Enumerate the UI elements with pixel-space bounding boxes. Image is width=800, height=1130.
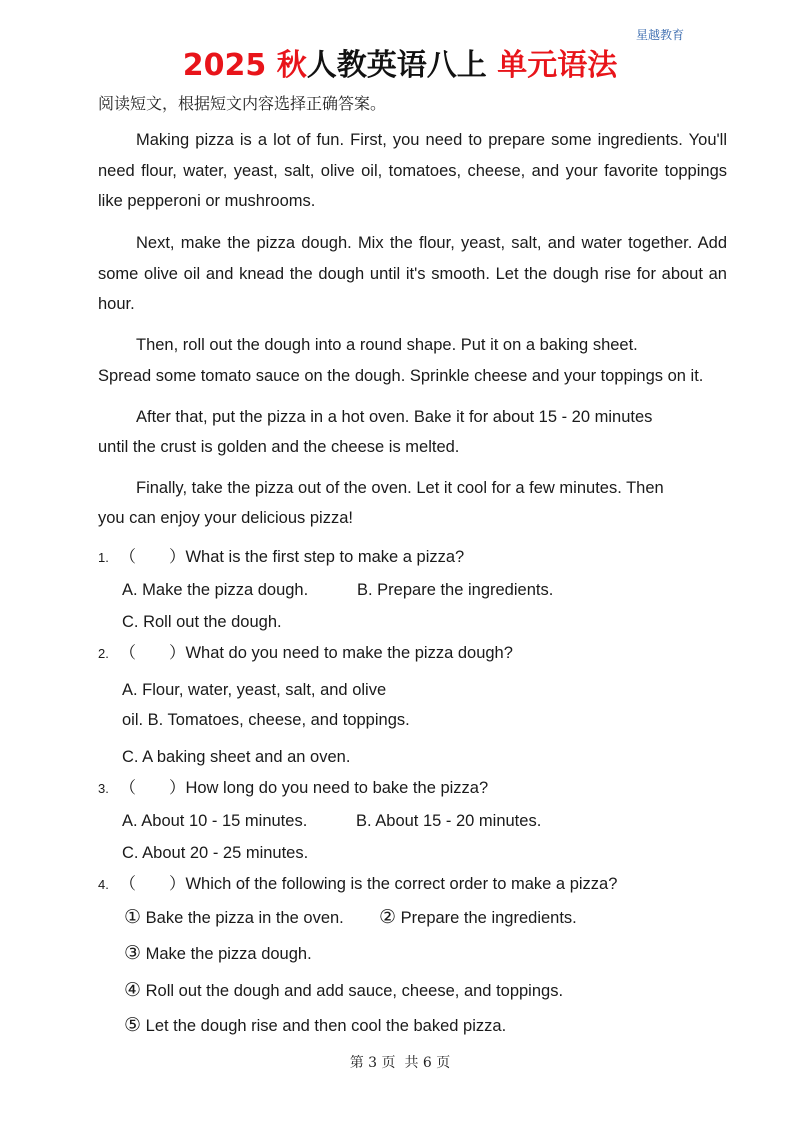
- question-number: 2.: [98, 646, 109, 661]
- order-step-4: [124, 979, 563, 1003]
- passage-line-3a: Then, roll out the dough into a round shape. Put it on a baking sheet.: [136, 336, 638, 354]
- title-topic: 单元语法: [497, 48, 618, 83]
- order-step-3: [124, 942, 312, 966]
- option-c[interactable]: C. Roll out the dough.: [122, 613, 282, 631]
- question-text: What is the first step to make a pizza?: [185, 548, 465, 566]
- page-title: [0, 46, 800, 86]
- option-c[interactable]: C. About 20 - 25 minutes.: [122, 844, 309, 862]
- option-b[interactable]: B. Prepare the ingredients.: [357, 581, 554, 599]
- circled-number: ④: [124, 980, 142, 1001]
- passage-line-5b: you can enjoy your delicious pizza!: [98, 509, 353, 527]
- passage-paragraph-2: Next, make the pizza dough. Mix the flour, yeast, salt, and water together. Add some olive oil and knead the dough until it's smooth. Let the dough rise for about an hour.: [98, 234, 727, 313]
- question-number: 1.: [98, 550, 109, 565]
- option-c[interactable]: C. A baking sheet and an oven.: [122, 748, 351, 766]
- step-text: Prepare the ingredients.: [400, 909, 577, 927]
- question-text: What do you need to make the pizza dough?: [185, 644, 513, 662]
- title-year-season: 2025 秋: [182, 48, 307, 83]
- title-subject: 人教英语八上: [306, 48, 487, 83]
- passage-line-3b: Spread some tomato sauce on the dough. Sprinkle cheese and your toppings on it.: [98, 367, 704, 385]
- option-a[interactable]: A. About 10 - 15 minutes.: [122, 812, 308, 830]
- order-step-5: [124, 1014, 506, 1038]
- instruction-text: 阅读短文，根据短文内容选择正确答案。: [98, 94, 387, 113]
- passage-paragraph-1: Making pizza is a lot of fun. First, you need to prepare some ingredients. You'll need flour, water, yeast, salt, olive oil, tomatoes, cheese, and your favorite toppings like pepperoni or mushrooms.: [98, 131, 727, 210]
- passage-line-4b: until the crust is golden and the cheese is melted.: [98, 438, 460, 456]
- question-1: [98, 545, 464, 570]
- question-4: [98, 872, 617, 897]
- answer-blank[interactable]: （ ）: [119, 548, 186, 566]
- question-number: 3.: [98, 781, 109, 796]
- option-a[interactable]: A. Make the pizza dough.: [122, 581, 309, 599]
- order-step-1: [124, 906, 344, 930]
- current-page: 3: [368, 1055, 378, 1071]
- circled-number: ⑤: [124, 1015, 142, 1036]
- option-a-continued[interactable]: oil. B. Tomatoes, cheese, and toppings.: [122, 711, 410, 729]
- circled-number: ③: [124, 943, 142, 964]
- page-number-footer: 第 3 页 共 6 页: [349, 1055, 451, 1071]
- option-a[interactable]: A. Flour, water, yeast, salt, and olive: [122, 681, 387, 699]
- question-2: [98, 641, 513, 666]
- step-text: Make the pizza dough.: [145, 945, 312, 963]
- step-text: Bake the pizza in the oven.: [145, 909, 344, 927]
- circled-number: ②: [379, 907, 397, 928]
- total-pages: 6: [422, 1055, 432, 1071]
- passage-line-4a: After that, put the pizza in a hot oven. Bake it for about 15 - 20 minutes: [136, 408, 653, 426]
- order-step-2: [379, 906, 577, 930]
- option-b[interactable]: B. About 15 - 20 minutes.: [356, 812, 542, 830]
- circled-number: ①: [124, 907, 142, 928]
- question-text: How long do you need to bake the pizza?: [185, 779, 489, 797]
- step-text: Let the dough rise and then cool the baked pizza.: [145, 1017, 507, 1035]
- question-3: [98, 776, 488, 801]
- brand-label: 星越教育: [636, 28, 685, 42]
- answer-blank[interactable]: （ ）: [119, 644, 186, 662]
- answer-blank[interactable]: （ ）: [119, 779, 186, 797]
- answer-blank[interactable]: （ ）: [119, 875, 186, 893]
- step-text: Roll out the dough and add sauce, cheese, and toppings.: [145, 982, 564, 1000]
- question-text: Which of the following is the correct order to make a pizza?: [185, 875, 618, 893]
- passage-line-5a: Finally, take the pizza out of the oven. Let it cool for a few minutes. Then: [136, 479, 664, 497]
- question-number: 4.: [98, 877, 109, 892]
